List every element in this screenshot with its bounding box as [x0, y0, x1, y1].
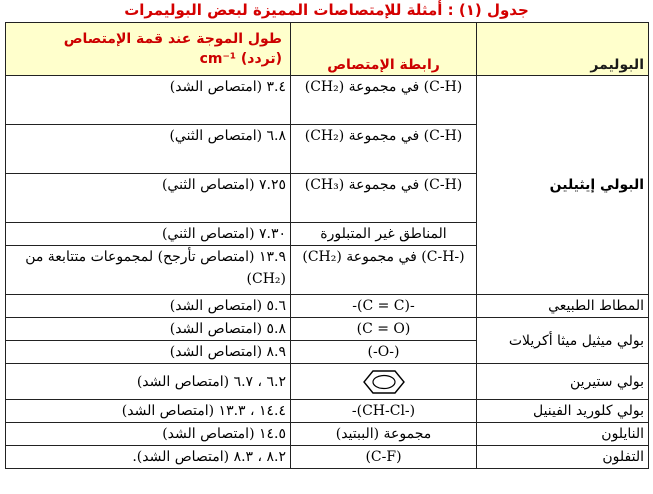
polymer-teflon: التفلون	[477, 446, 649, 469]
polymer-polystyrene: بولي ستيرين	[477, 364, 649, 400]
wavelength-cell: ٥.٨ (امتصاص الشد)	[6, 318, 291, 341]
header-bond: رابطة الإمتصاص	[291, 23, 477, 76]
wavelength-cell: ٦.٨ (امتصاص الثني)	[6, 125, 291, 174]
wavelength-cell: ١٤.٥ (امتصاص الشد)	[6, 423, 291, 446]
bond-cell: المناطق غير المتبلورة	[291, 223, 477, 246]
bond-cell: (C-H) في مجموعة (CH₂)	[291, 125, 477, 174]
wavelength-cell: ٦.٢ ، ٦.٧ (امتصاص الشد)	[6, 364, 291, 400]
bond-cell: (-C-H) في مجموعة (CH₂)	[291, 246, 477, 295]
bond-cell: (C-F)	[291, 446, 477, 469]
bond-cell: (C = O)	[291, 318, 477, 341]
polymer-pmma: بولي ميثيل ميثا أكريلات	[477, 318, 649, 364]
wavelength-cell: ٣.٤ (امتصاص الشد)	[6, 76, 291, 125]
bond-cell-benzene	[291, 364, 477, 400]
absorption-table	[5, 22, 649, 469]
header-wavelength	[6, 23, 291, 76]
wavelength-cell: ٨.٩ (امتصاص الشد)	[6, 341, 291, 364]
wavelength-cell: ٨.٢ ، ٨.٣ (امتصاص الشد).	[6, 446, 291, 469]
polymer-natural-rubber: المطاط الطبيعي	[477, 295, 649, 318]
bond-cell: (C-H) في مجموعة (CH₂)	[291, 76, 477, 125]
header-wavelength-line1: طول الموجة عند قمة الإمتصاص	[63, 31, 282, 47]
header-wavelength-line2: (تردد) cm⁻¹	[199, 51, 282, 67]
benzene-ring-icon	[362, 369, 406, 395]
bond-cell: (-O-)	[291, 341, 477, 364]
wavelength-cell: ٧.٣٠ (امتصاص الثني)	[6, 223, 291, 246]
wavelength-cell: ٧.٢٥ (امتصاص الثني)	[6, 174, 291, 223]
header-polymer: البوليمر	[477, 23, 649, 76]
bond-cell: -(C = C)-	[291, 295, 477, 318]
bond-cell: (-CH-Cl)-	[291, 400, 477, 423]
bond-cell: مجموعة (الببتيد)	[291, 423, 477, 446]
wavelength-cell: ٥.٦ (امتصاص الشد)	[6, 295, 291, 318]
polymer-polyethylene: البولي إيثيلين	[477, 76, 649, 295]
polymer-pvc: بولي كلوريد الفينيل	[477, 400, 649, 423]
table-title: جدول (١) : أمثلة للإمتصاصات المميزة لبعض البوليمرات	[124, 1, 529, 19]
wavelength-cell: ١٤.٤ ، ١٣.٣ (امتصاص الشد)	[6, 400, 291, 423]
bond-cell: (C-H) في مجموعة (CH₃)	[291, 174, 477, 223]
polymer-nylon: النايلون	[477, 423, 649, 446]
wavelength-cell: ١٣.٩ (امتصاص تأرجح) لمجموعات متتابعة من (CH₂)	[6, 246, 291, 295]
